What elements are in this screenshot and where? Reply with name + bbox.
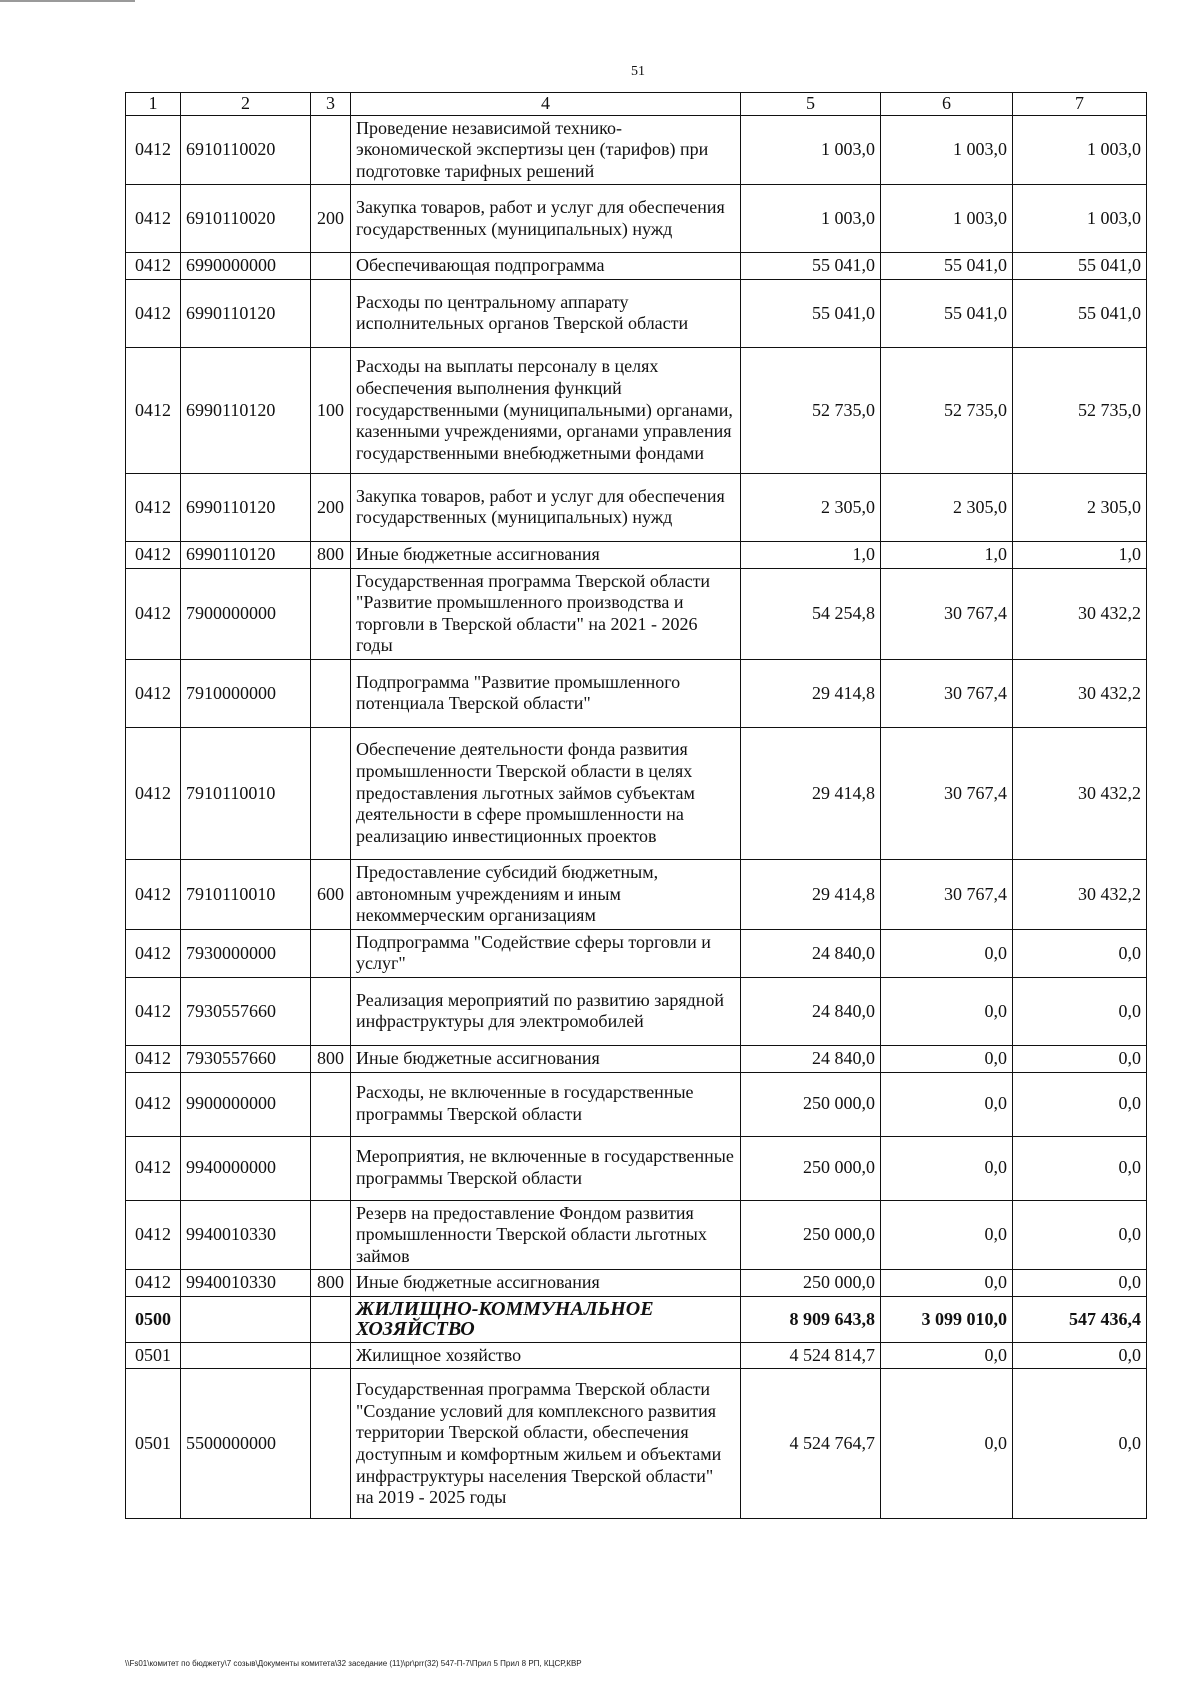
target-code-cell: 9940000000	[181, 1136, 311, 1200]
table-row	[126, 1369, 1147, 1519]
table-row	[126, 473, 1147, 541]
description-cell: Проведение независимой технико-экономической экспертизы цен (тарифов) при подготовке тарифных решений	[351, 115, 741, 185]
expense-type-cell: 800	[311, 541, 351, 568]
amount-col7-cell: 0,0	[1013, 1369, 1147, 1519]
description-cell: Иные бюджетные ассигнования	[351, 1270, 741, 1297]
amount-col7-cell: 0,0	[1013, 977, 1147, 1045]
amount-col6-cell: 0,0	[881, 1072, 1013, 1136]
description-cell: Подпрограмма "Развитие промышленного потенциала Тверской области"	[351, 659, 741, 727]
target-code-cell: 6910110020	[181, 115, 311, 185]
target-code-cell: 7930557660	[181, 977, 311, 1045]
target-code-cell: 9900000000	[181, 1072, 311, 1136]
target-code-cell: 7910110010	[181, 727, 311, 859]
column-header: 4	[351, 93, 741, 116]
amount-col6-cell: 30 767,4	[881, 568, 1013, 659]
target-code-cell: 6990110120	[181, 541, 311, 568]
amount-col7-cell: 2 305,0	[1013, 473, 1147, 541]
section-code-cell: 0412	[126, 185, 181, 253]
amount-col7-cell: 55 041,0	[1013, 279, 1147, 347]
amount-col7-cell: 30 432,2	[1013, 568, 1147, 659]
section-code-cell: 0412	[126, 929, 181, 977]
section-code-cell: 0412	[126, 568, 181, 659]
expense-type-cell: 200	[311, 473, 351, 541]
amount-col5-cell: 24 840,0	[741, 929, 881, 977]
description-cell: Расходы, не включенные в государственные программы Тверской области	[351, 1072, 741, 1136]
amount-col7-cell: 1 003,0	[1013, 115, 1147, 185]
amount-col5-cell: 54 254,8	[741, 568, 881, 659]
amount-col6-cell: 1,0	[881, 541, 1013, 568]
amount-col7-cell: 30 432,2	[1013, 859, 1147, 929]
column-header: 2	[181, 93, 311, 116]
table-row	[126, 347, 1147, 473]
description-cell: Иные бюджетные ассигнования	[351, 541, 741, 568]
expense-type-cell: 600	[311, 859, 351, 929]
table-row	[126, 1270, 1147, 1297]
table-row	[126, 1296, 1147, 1342]
amount-col5-cell: 55 041,0	[741, 279, 881, 347]
table-row	[126, 1136, 1147, 1200]
target-code-cell: 6990110120	[181, 347, 311, 473]
amount-col5-cell: 250 000,0	[741, 1136, 881, 1200]
target-code-cell: 5500000000	[181, 1369, 311, 1519]
target-code-cell: 6990110120	[181, 473, 311, 541]
amount-col5-cell: 1 003,0	[741, 185, 881, 253]
amount-col7-cell: 547 436,4	[1013, 1296, 1147, 1342]
target-code-cell: 7900000000	[181, 568, 311, 659]
amount-col5-cell: 4 524 814,7	[741, 1342, 881, 1369]
amount-col7-cell: 0,0	[1013, 1045, 1147, 1072]
description-cell: Мероприятия, не включенные в государственные программы Тверской области	[351, 1136, 741, 1200]
amount-col6-cell: 30 767,4	[881, 859, 1013, 929]
budget-table	[125, 92, 1147, 1519]
description-cell: Расходы по центральному аппарату исполнительных органов Тверской области	[351, 279, 741, 347]
section-code-cell: 0412	[126, 253, 181, 280]
description-cell: Расходы на выплаты персоналу в целях обеспечения выполнения функций государственными (муниципальными) органами, казенными учреждениями, органами управления государственными внебюджетными фондами	[351, 347, 741, 473]
column-header: 5	[741, 93, 881, 116]
expense-type-cell: 800	[311, 1270, 351, 1297]
amount-col7-cell: 30 432,2	[1013, 727, 1147, 859]
description-cell: Иные бюджетные ассигнования	[351, 1045, 741, 1072]
amount-col6-cell: 30 767,4	[881, 727, 1013, 859]
column-header: 7	[1013, 93, 1147, 116]
amount-col5-cell: 1,0	[741, 541, 881, 568]
amount-col7-cell: 55 041,0	[1013, 253, 1147, 280]
amount-col6-cell: 0,0	[881, 1342, 1013, 1369]
expense-type-cell	[311, 279, 351, 347]
section-code-cell: 0501	[126, 1342, 181, 1369]
target-code-cell: 7910110010	[181, 859, 311, 929]
amount-col5-cell: 4 524 764,7	[741, 1369, 881, 1519]
amount-col5-cell: 250 000,0	[741, 1200, 881, 1270]
expense-type-cell	[311, 727, 351, 859]
table-row	[126, 1045, 1147, 1072]
amount-col5-cell: 250 000,0	[741, 1270, 881, 1297]
section-code-cell: 0412	[126, 727, 181, 859]
section-code-cell: 0412	[126, 541, 181, 568]
expense-type-cell	[311, 977, 351, 1045]
description-cell: Государственная программа Тверской области "Создание условий для комплексного развития территории Тверской области, обеспечения доступным и комфортным жильем и объектами инфраструктуры населения Тверской области" на 2019 - 2025 годы	[351, 1369, 741, 1519]
amount-col6-cell: 0,0	[881, 1045, 1013, 1072]
amount-col6-cell: 1 003,0	[881, 185, 1013, 253]
table-row	[126, 929, 1147, 977]
section-code-cell: 0500	[126, 1296, 181, 1342]
description-cell: Подпрограмма "Содействие сферы торговли и услуг"	[351, 929, 741, 977]
expense-type-cell	[311, 929, 351, 977]
target-code-cell: 9940010330	[181, 1200, 311, 1270]
amount-col6-cell: 0,0	[881, 1270, 1013, 1297]
amount-col5-cell: 24 840,0	[741, 977, 881, 1045]
expense-type-cell	[311, 1136, 351, 1200]
amount-col6-cell: 0,0	[881, 1136, 1013, 1200]
amount-col7-cell: 30 432,2	[1013, 659, 1147, 727]
target-code-cell: 6910110020	[181, 185, 311, 253]
section-code-cell: 0412	[126, 977, 181, 1045]
description-cell: Жилищное хозяйство	[351, 1342, 741, 1369]
amount-col6-cell: 30 767,4	[881, 659, 1013, 727]
amount-col6-cell: 2 305,0	[881, 473, 1013, 541]
expense-type-cell	[311, 115, 351, 185]
target-code-cell: 9940010330	[181, 1270, 311, 1297]
expense-type-cell	[311, 1342, 351, 1369]
description-cell: Предоставление субсидий бюджетным, автономным учреждениям и иным некоммерческим организациям	[351, 859, 741, 929]
section-code-cell: 0412	[126, 1200, 181, 1270]
description-cell: Закупка товаров, работ и услуг для обеспечения государственных (муниципальных) нужд	[351, 473, 741, 541]
table-row	[126, 727, 1147, 859]
table-row	[126, 568, 1147, 659]
section-code-cell: 0412	[126, 859, 181, 929]
amount-col5-cell: 52 735,0	[741, 347, 881, 473]
scan-edge-mark	[0, 0, 135, 2]
section-code-cell: 0412	[126, 1270, 181, 1297]
target-code-cell: 6990000000	[181, 253, 311, 280]
expense-type-cell	[311, 568, 351, 659]
amount-col7-cell: 0,0	[1013, 1136, 1147, 1200]
expense-type-cell: 100	[311, 347, 351, 473]
table-row	[126, 1072, 1147, 1136]
column-header: 1	[126, 93, 181, 116]
section-code-cell: 0501	[126, 1369, 181, 1519]
table-row	[126, 659, 1147, 727]
amount-col6-cell: 0,0	[881, 1200, 1013, 1270]
description-cell: ЖИЛИЩНО-КОММУНАЛЬНОЕ ХОЗЯЙСТВО	[351, 1296, 741, 1342]
amount-col5-cell: 29 414,8	[741, 859, 881, 929]
target-code-cell: 7930000000	[181, 929, 311, 977]
table-row	[126, 279, 1147, 347]
amount-col6-cell: 52 735,0	[881, 347, 1013, 473]
amount-col7-cell: 1,0	[1013, 541, 1147, 568]
amount-col6-cell: 3 099 010,0	[881, 1296, 1013, 1342]
amount-col7-cell: 0,0	[1013, 1342, 1147, 1369]
section-code-cell: 0412	[126, 473, 181, 541]
amount-col6-cell: 55 041,0	[881, 279, 1013, 347]
amount-col7-cell: 52 735,0	[1013, 347, 1147, 473]
expense-type-cell	[311, 1072, 351, 1136]
table-row	[126, 541, 1147, 568]
description-cell: Реализация мероприятий по развитию зарядной инфраструктуры для электромобилей	[351, 977, 741, 1045]
expense-type-cell	[311, 659, 351, 727]
amount-col5-cell: 24 840,0	[741, 1045, 881, 1072]
description-cell: Резерв на предоставление Фондом развития промышленности Тверской области льготных займов	[351, 1200, 741, 1270]
amount-col5-cell: 29 414,8	[741, 659, 881, 727]
amount-col7-cell: 0,0	[1013, 1270, 1147, 1297]
table-row	[126, 859, 1147, 929]
target-code-cell: 6990110120	[181, 279, 311, 347]
expense-type-cell	[311, 253, 351, 280]
section-code-cell: 0412	[126, 1136, 181, 1200]
expense-type-cell: 800	[311, 1045, 351, 1072]
table-row	[126, 253, 1147, 280]
section-code-cell: 0412	[126, 659, 181, 727]
amount-col5-cell: 2 305,0	[741, 473, 881, 541]
amount-col6-cell: 0,0	[881, 977, 1013, 1045]
amount-col7-cell: 0,0	[1013, 929, 1147, 977]
target-code-cell: 7930557660	[181, 1045, 311, 1072]
description-cell: Обеспечивающая подпрограмма	[351, 253, 741, 280]
target-code-cell	[181, 1296, 311, 1342]
table-row	[126, 1342, 1147, 1369]
expense-type-cell	[311, 1369, 351, 1519]
expense-type-cell: 200	[311, 185, 351, 253]
description-cell: Государственная программа Тверской области "Развитие промышленного производства и торговли в Тверской области" на 2021 - 2026 годы	[351, 568, 741, 659]
table-row	[126, 1200, 1147, 1270]
table-row	[126, 185, 1147, 253]
column-header: 6	[881, 93, 1013, 116]
column-header: 3	[311, 93, 351, 116]
section-code-cell: 0412	[126, 115, 181, 185]
amount-col7-cell: 0,0	[1013, 1200, 1147, 1270]
amount-col5-cell: 29 414,8	[741, 727, 881, 859]
section-code-cell: 0412	[126, 1072, 181, 1136]
description-cell: Закупка товаров, работ и услуг для обеспечения государственных (муниципальных) нужд	[351, 185, 741, 253]
section-code-cell: 0412	[126, 1045, 181, 1072]
table-row	[126, 977, 1147, 1045]
amount-col6-cell: 0,0	[881, 1369, 1013, 1519]
header-row	[126, 93, 1147, 116]
expense-type-cell	[311, 1200, 351, 1270]
amount-col6-cell: 55 041,0	[881, 253, 1013, 280]
expense-type-cell	[311, 1296, 351, 1342]
footer-file-path: \\Fs01\комитет по бюджету\7 созыв\Документы комитета\32 заседание (11)\pr\prr(32) 547-П-7\Прил 5 Прил 8 РП, КЦСР,КВР	[125, 1659, 582, 1668]
amount-col6-cell: 0,0	[881, 929, 1013, 977]
target-code-cell	[181, 1342, 311, 1369]
amount-col5-cell: 8 909 643,8	[741, 1296, 881, 1342]
amount-col5-cell: 250 000,0	[741, 1072, 881, 1136]
amount-col7-cell: 1 003,0	[1013, 185, 1147, 253]
table-row	[126, 115, 1147, 185]
page-number: 51	[631, 64, 645, 79]
amount-col6-cell: 1 003,0	[881, 115, 1013, 185]
amount-col7-cell: 0,0	[1013, 1072, 1147, 1136]
amount-col5-cell: 1 003,0	[741, 115, 881, 185]
table-body	[126, 115, 1147, 1519]
target-code-cell: 7910000000	[181, 659, 311, 727]
section-code-cell: 0412	[126, 347, 181, 473]
description-cell: Обеспечение деятельности фонда развития промышленности Тверской области в целях предоставления льготных займов субъектам деятельности в сфере промышленности на реализацию инвестиционных проектов	[351, 727, 741, 859]
amount-col5-cell: 55 041,0	[741, 253, 881, 280]
section-code-cell: 0412	[126, 279, 181, 347]
